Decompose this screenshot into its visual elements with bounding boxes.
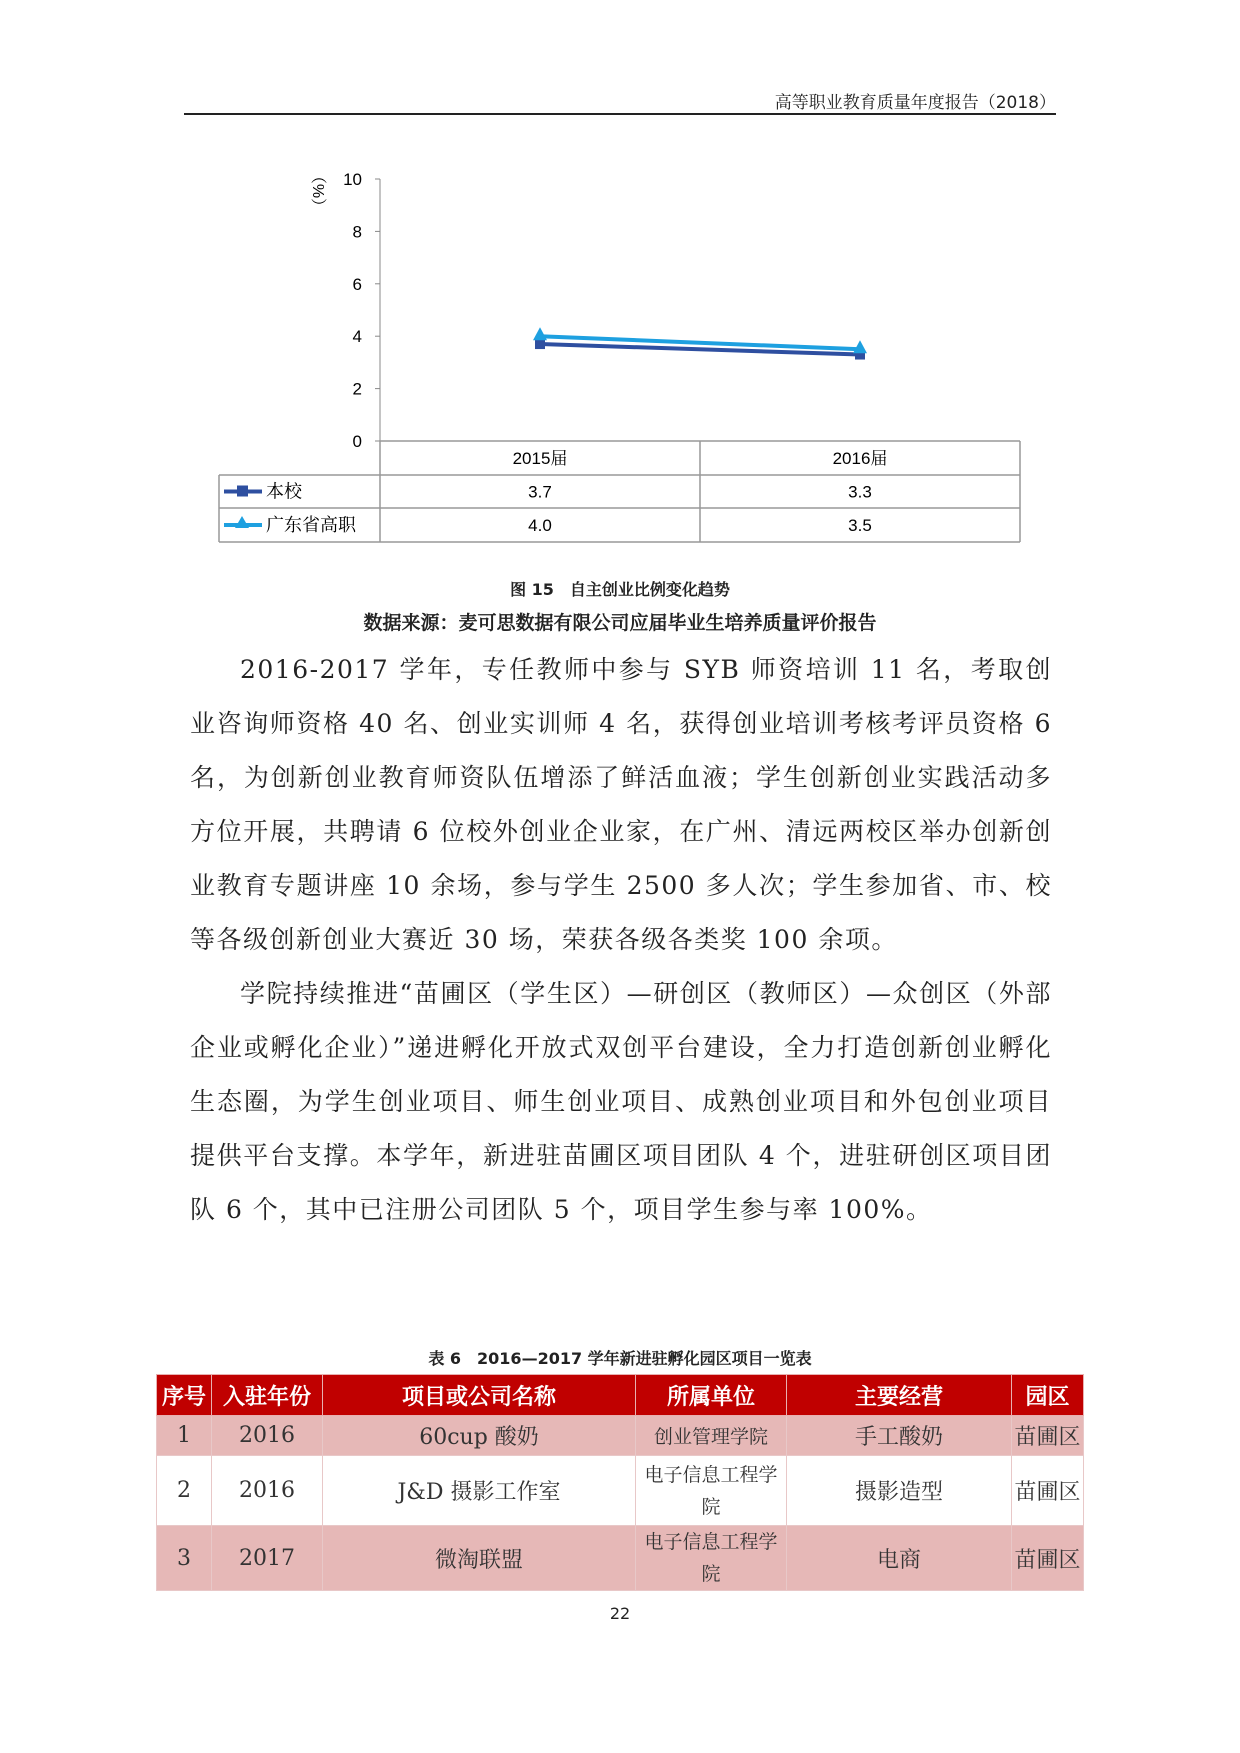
y-axis-label: （%）: [309, 167, 326, 215]
cell: 3: [157, 1526, 212, 1591]
col-header: 所属单位: [636, 1375, 787, 1416]
figure-caption: 图 15 自主创业比例变化趋势: [510, 580, 730, 599]
category-label: 2016届: [832, 449, 888, 468]
data-table-value: 3.3: [848, 482, 872, 502]
cell: 摄影造型: [787, 1456, 1012, 1526]
y-tick-label: 4: [352, 327, 362, 347]
data-point: [535, 339, 545, 349]
cell: 苗圃区: [1012, 1456, 1084, 1526]
cell: 2016: [212, 1456, 323, 1526]
legend-label: 广东省高职: [266, 515, 356, 536]
legend-label: 本校: [266, 481, 302, 503]
data-point: [533, 327, 547, 340]
y-tick-label: 10: [343, 170, 362, 189]
col-header: 园区: [1012, 1375, 1084, 1416]
y-tick-label: 8: [352, 222, 362, 242]
col-header: 入驻年份: [212, 1375, 323, 1416]
col-header: 序号: [157, 1375, 212, 1416]
data-table-value: 3.7: [528, 482, 552, 502]
data-table-value: 4.0: [528, 516, 552, 535]
cell: 电子信息工程学院: [636, 1456, 787, 1526]
legend-marker: [235, 516, 249, 528]
cell: 苗圃区: [1012, 1416, 1084, 1456]
legend-marker: [237, 486, 248, 497]
paragraph-1: 2016-2017 学年，专任教师中参与 SYB 师资培训 11 名，考取创业咨询师资格 40 名、创业实训师 4 名，获得创业培训考核考评员资格 6 名，为创新创业教育师资队伍增添了鲜活血液；学生创新创业实践活动多方位开展，共聘请 6 位校外创业企业家，在广州、清远两校区举办创新创业教育专题讲座 10 余场，参与学生 2500 多人次；学生参加省、市、校等各级创新创业大赛近 30 场，荣获各级各类奖 100 余项。: [190, 655, 1052, 954]
table-row: [157, 1416, 1084, 1456]
table-title: 表 6 2016—2017 学年新进驻孵化园区项目一览表: [428, 1349, 812, 1368]
cell: 2016: [212, 1416, 323, 1456]
y-tick-label: 6: [352, 274, 362, 294]
line-chart: [0, 0, 1240, 560]
cell: 电商: [787, 1526, 1012, 1591]
cell: 2: [157, 1456, 212, 1526]
data-point: [853, 340, 867, 353]
cell: 创业管理学院: [636, 1416, 787, 1456]
category-label: 2015届: [512, 449, 568, 468]
cell: 微淘联盟: [323, 1526, 636, 1591]
cell: 手工酸奶: [787, 1416, 1012, 1456]
incubation-table: [156, 1374, 1084, 1591]
body-text: [190, 643, 1052, 1237]
cell: 电子信息工程学院: [636, 1526, 787, 1591]
cell: 苗圃区: [1012, 1526, 1084, 1591]
table-row: [157, 1456, 1084, 1526]
page-number: 22: [609, 1604, 631, 1623]
cell: J&D 摄影工作室: [323, 1456, 636, 1526]
col-header: 项目或公司名称: [323, 1375, 636, 1416]
running-header: 高等职业教育质量年度报告（2018）: [774, 93, 1056, 113]
table-row: [157, 1526, 1084, 1591]
cell: 1: [157, 1416, 212, 1456]
figure-source: 数据来源：麦可思数据有限公司应届毕业生培养质量评价报告: [363, 612, 877, 634]
y-tick-label: 0: [352, 432, 362, 451]
col-header: 主要经营: [787, 1375, 1012, 1416]
data-table-value: 3.5: [848, 516, 872, 535]
paragraph-2: 学院持续推进“苗圃区（学生区）—研创区（教师区）—众创区（外部企业或孵化企业）”递进孵化开放式双创平台建设，全力打造创新创业孵化生态圈，为学生创业项目、师生创业项目、成熟创业项目和外包创业项目提供平台支撑。本学年，新进驻苗圃区项目团队 4 个，进驻研创区项目团队 6 个，其中已注册公司团队 5 个，项目学生参与率 100%。: [190, 979, 1052, 1224]
cell: 60cup 酸奶: [323, 1416, 636, 1456]
y-tick-label: 2: [352, 379, 362, 399]
cell: 2017: [212, 1526, 323, 1591]
